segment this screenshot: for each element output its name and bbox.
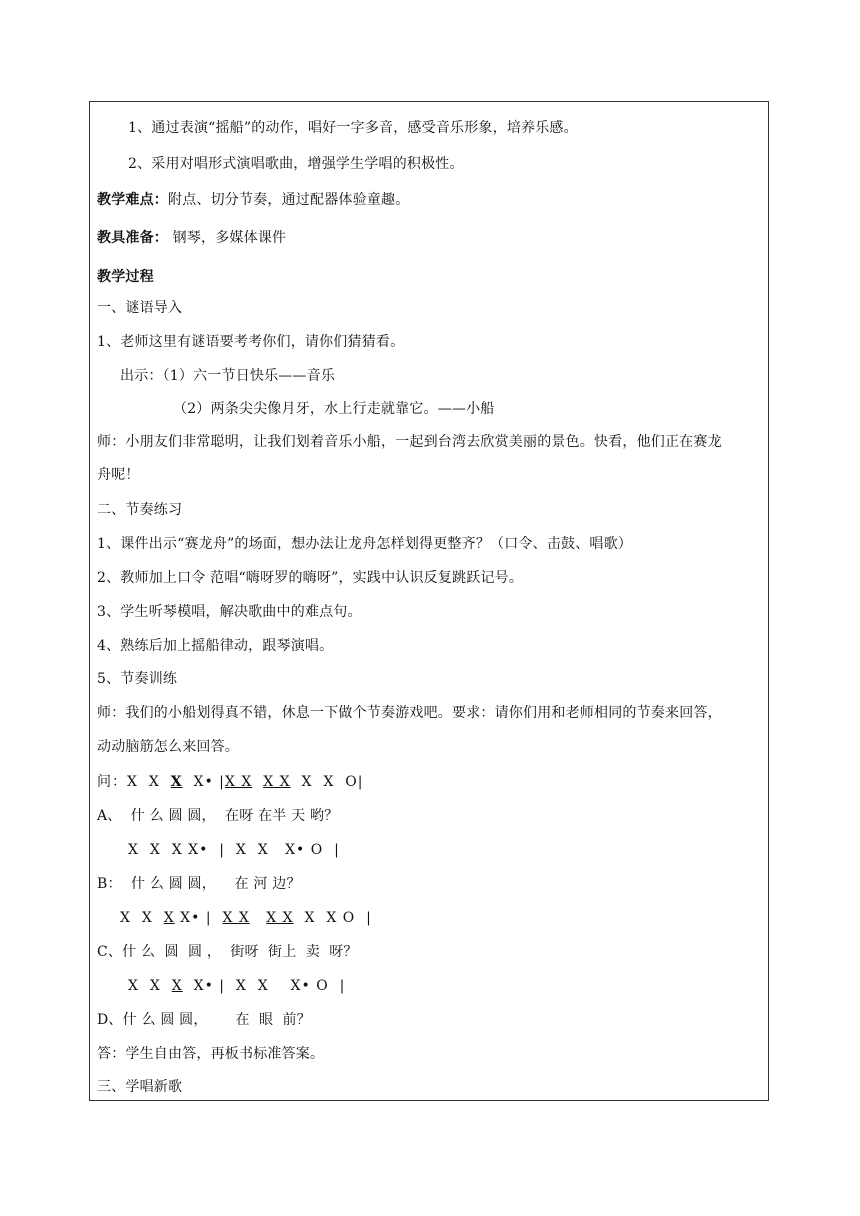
rhythm-question-underline-3: X X [263,774,291,790]
answer-a-text: A、 什 么 圆 圆， 在呀 在半 天 哟？ [97,808,339,824]
difficulty-line [97,191,409,209]
answer-c-rhythm-seg-b: X• | X X X• O | [182,978,346,994]
answer-b-text: B： 什 么 圆 圆， 在 河 边？ [97,876,301,892]
riddle-2: （2）两条尖尖像月牙，水上行走就靠它。——小船 [173,401,495,417]
rhythm-question-seg-a: X X [127,774,171,790]
answer-c-rhythm-seg-a: X X [128,978,172,994]
section-1-p1: 1、老师这里有谜语要考考你们，请你们猜猜看。 [97,334,405,350]
section-2-teacher-line-a: 师：我们的小船划得真不错，休息一下做个节奏游戏吧。要求：请你们用和老师相同的节奏来回答， [97,705,722,721]
tools-line [97,229,286,247]
rhythm-question-seg-c [252,774,263,790]
tools-text: 钢琴，多媒体课件 [168,230,287,246]
answer-b-rhythm [120,909,372,927]
answer-c-rhythm-underline-1: X [171,978,183,994]
answer-c-rhythm [128,977,345,995]
section-2-teacher-line-b: 动动脑筋怎么来回答。 [97,739,239,755]
answer-c-text: C、什 么 圆 圆 ， 街呀 街上 卖 呀？ [97,944,358,960]
goal-2: 2、采用对唱形式演唱歌曲，增强学生学唱的积极性。 [128,156,464,172]
section-1-teacher-line-b: 舟呢！ [97,467,140,483]
answer-note: 答：学生自由答，再板书标准答案。 [97,1046,325,1062]
answer-b-rhythm-underline-1: X [163,910,175,926]
rhythm-question-underline-2: X X [224,774,253,790]
riddle-1: 出示：（1）六一节日快乐——音乐 [120,368,336,384]
goal-1: 1、通过表演“摇船”的动作，唱好一字多音，感受音乐形象，培养乐感。 [128,120,578,136]
section-1-title: 一、谜语导入 [97,300,183,316]
section-2-title: 二、节奏练习 [97,502,183,518]
section-2-step-4: 4、熟练后加上摇船律动，跟琴演唱。 [97,638,334,654]
answer-b-rhythm-underline-3: X X [266,910,294,926]
rhythm-question-underline-1: X [170,774,183,790]
section-3-title: 三、学唱新歌 [97,1079,183,1095]
difficulty-text: 附点、切分节奏，通过配器体验童趣。 [168,192,410,208]
rhythm-question-seg-b: X• | [182,774,225,790]
tools-label: 教具准备： [97,230,168,246]
section-2-step-3: 3、学生听琴模唱，解决歌曲中的难点句。 [97,604,362,620]
section-2-step-2: 2、教师加上口令 范唱“嗨呀罗的嗨呀”，实践中认识反复跳跃记号。 [97,570,524,586]
process-title: 教学过程 [97,269,154,285]
rhythm-question-seg-d: X X O| [290,774,364,790]
difficulty-label: 教学难点： [97,192,168,208]
rhythm-question-label: 问： [97,774,127,790]
section-1-teacher-line-a: 师：小朋友们非常聪明，让我们划着音乐小船，一起到台湾去欣赏美丽的景色。快看，他们正在赛龙 [97,434,722,450]
section-2-step-1: 1、课件出示“赛龙舟”的场面，想办法让龙舟怎样划得更整齐？（口令、击鼓、唱歌） [97,536,633,552]
answer-b-rhythm-seg-d: X X O | [293,910,372,926]
answer-b-rhythm-underline-2: X X [222,910,250,926]
answer-d-text: D、什 么 圆 圆， 在 眼 前？ [97,1012,311,1028]
answer-b-rhythm-seg-a: X X [120,910,164,926]
answer-b-rhythm-seg-c [250,910,266,926]
rhythm-question [97,773,363,791]
answer-b-rhythm-seg-b: X• | [174,910,223,926]
answer-a-rhythm: X X X X• | X X X• O | [128,842,340,858]
section-2-step-5: 5、节奏训练 [97,671,178,687]
